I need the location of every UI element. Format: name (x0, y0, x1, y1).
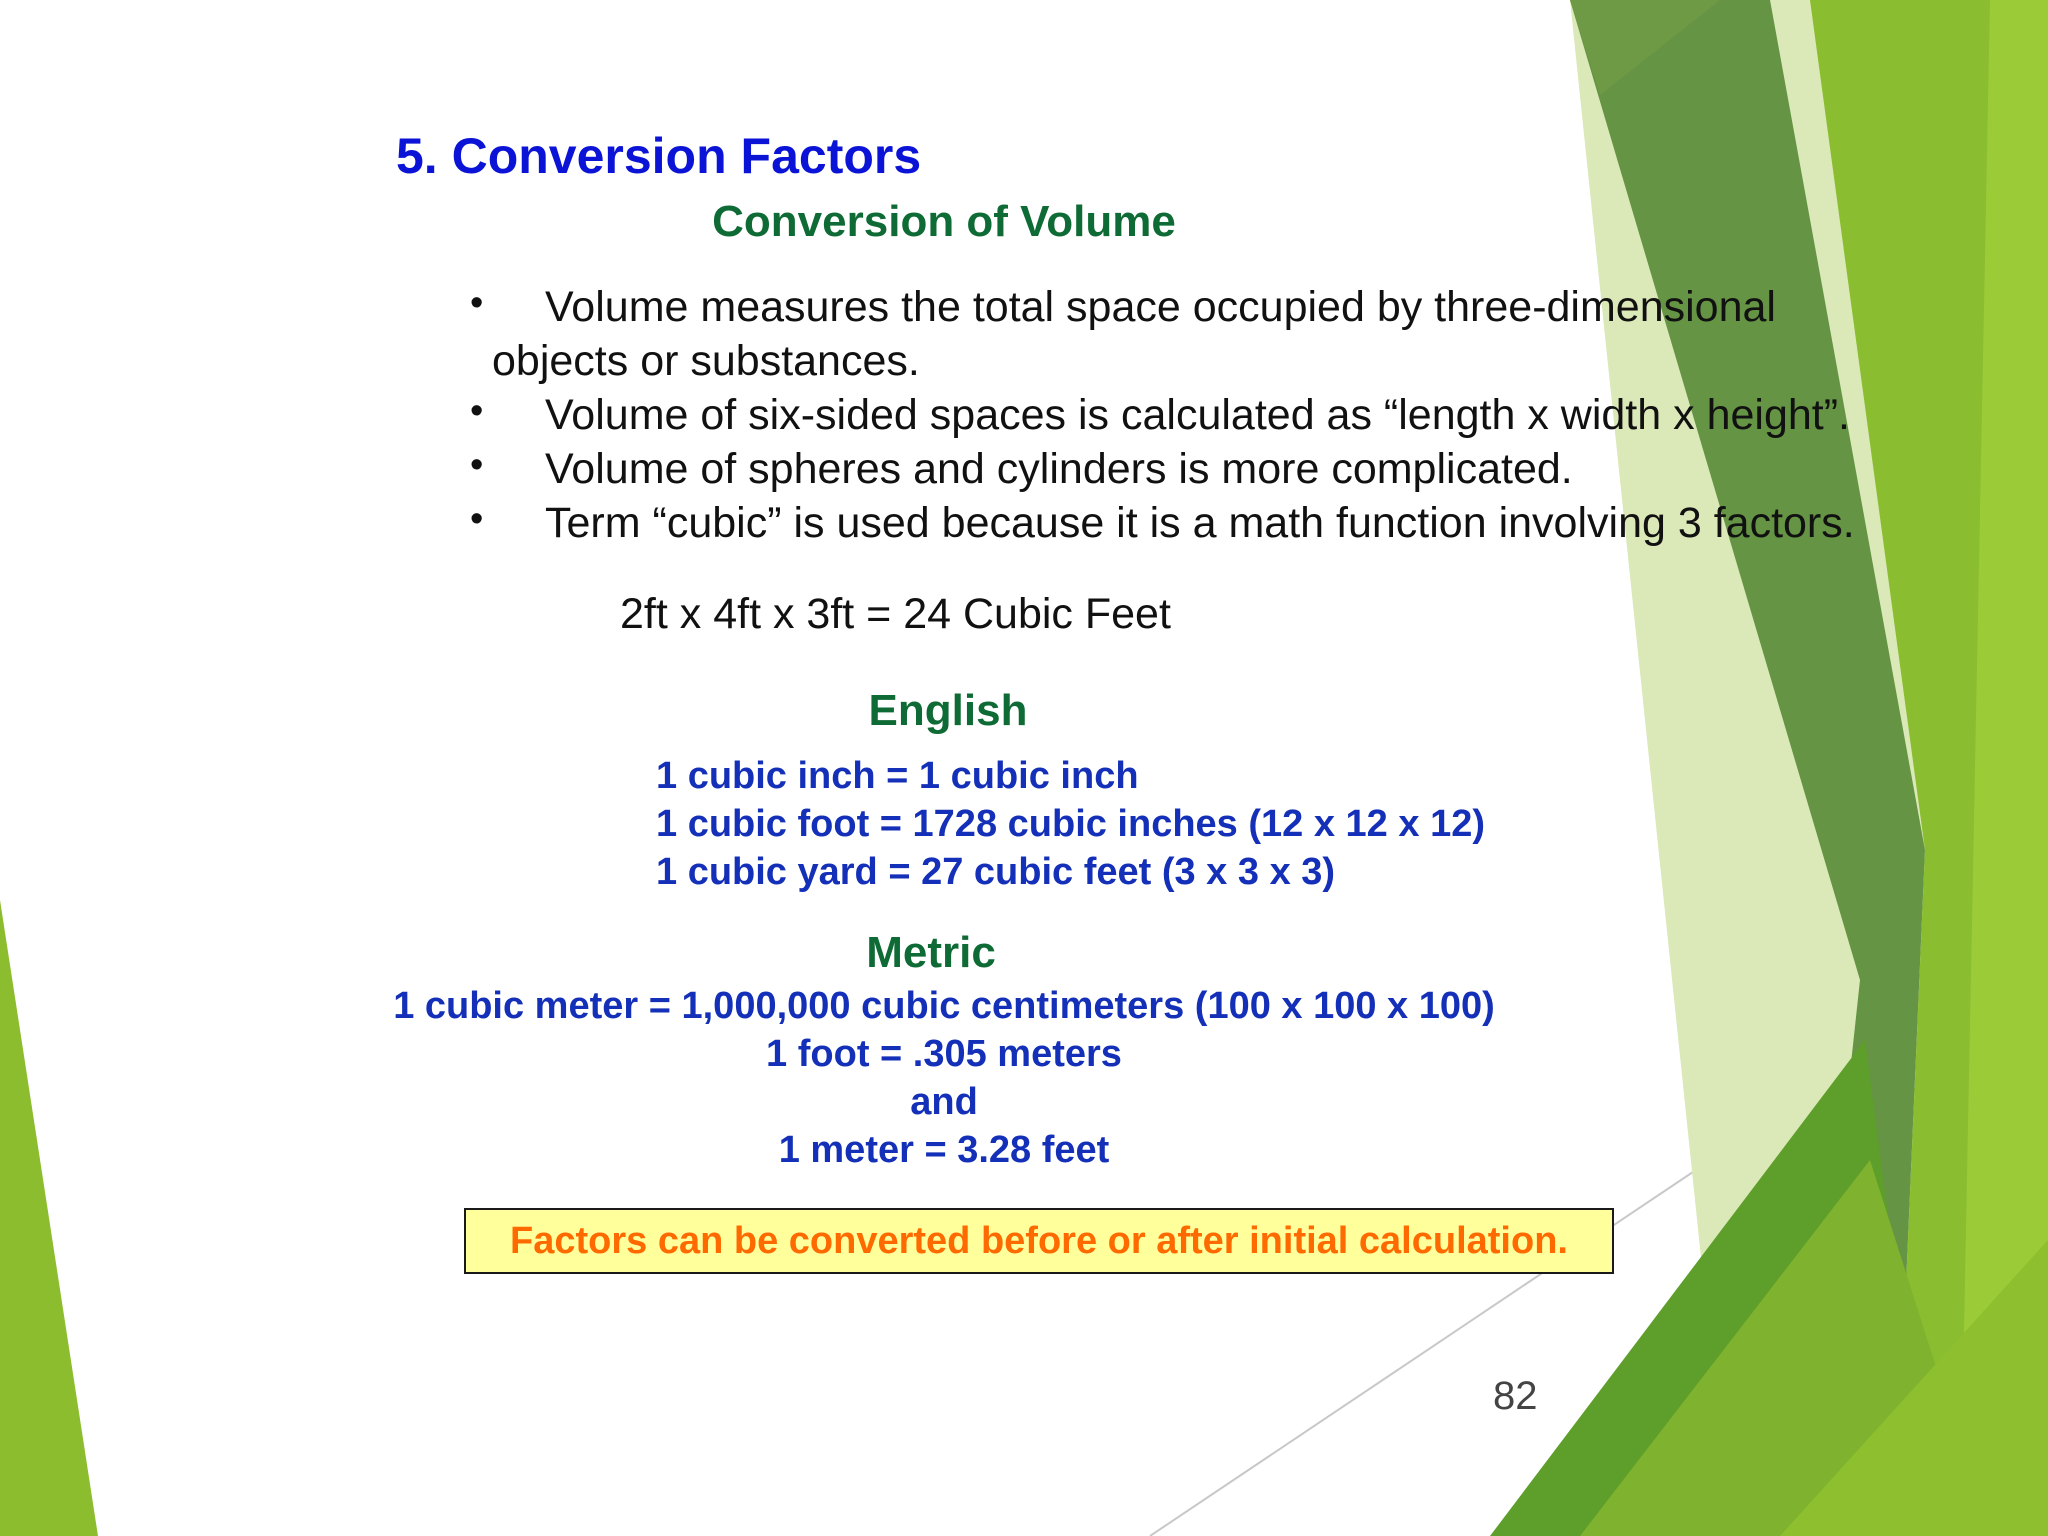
bullet-continuation: objects or substances. (492, 337, 920, 385)
bullet-dot: • (470, 444, 484, 486)
bullet-text: Volume of spheres and cylinders is more complicated. (545, 445, 1573, 493)
note-text: Factors can be converted before or after initial calculation. (510, 1219, 1568, 1262)
english-conversion-item: 1 cubic foot = 1728 cubic inches (12 x 12 x 12) (656, 803, 1485, 845)
english-conversion-item: 1 cubic yard = 27 cubic feet (3 x 3 x 3) (656, 851, 1336, 893)
bullet-dot: • (470, 282, 484, 324)
bullet-dot: • (470, 390, 484, 432)
bullet-item (470, 496, 1950, 550)
metric-conversion-item: 1 cubic meter = 1,000,000 cubic centimeters (100 x 100 x 100) (393, 985, 1495, 1027)
bullet-item (470, 442, 1950, 496)
slide-title: 5. Conversion Factors (396, 128, 922, 184)
metric-conversion-item: 1 foot = .305 meters (766, 1033, 1122, 1075)
metric-conversion-item: and (910, 1081, 978, 1123)
metric-conversion-list (0, 982, 1888, 1174)
english-conversion-item: 1 cubic inch = 1 cubic inch (656, 755, 1139, 797)
bullet-text: Term “cubic” is used because it is a math function involving 3 factors. (545, 499, 1855, 547)
note-callout-box (464, 1208, 1614, 1274)
bullet-item (470, 280, 1950, 388)
bullet-text: Volume of six-sided spaces is calculated as “length x width x height”. (545, 391, 1850, 439)
page-number: 82 (1493, 1374, 1538, 1418)
bullet-dot: • (470, 498, 484, 540)
metric-heading: Metric (866, 928, 996, 977)
volume-equation: 2ft x 4ft x 3ft = 24 Cubic Feet (620, 590, 1171, 638)
bullet-item (470, 388, 1950, 442)
slide-subtitle: Conversion of Volume (712, 197, 1176, 246)
bullet-text: Volume measures the total space occupied by three-dimensional (545, 283, 1776, 331)
bullet-list (470, 280, 1950, 550)
english-heading: English (868, 686, 1028, 735)
english-conversion-list (656, 752, 1485, 896)
metric-conversion-item: 1 meter = 3.28 feet (778, 1129, 1110, 1171)
